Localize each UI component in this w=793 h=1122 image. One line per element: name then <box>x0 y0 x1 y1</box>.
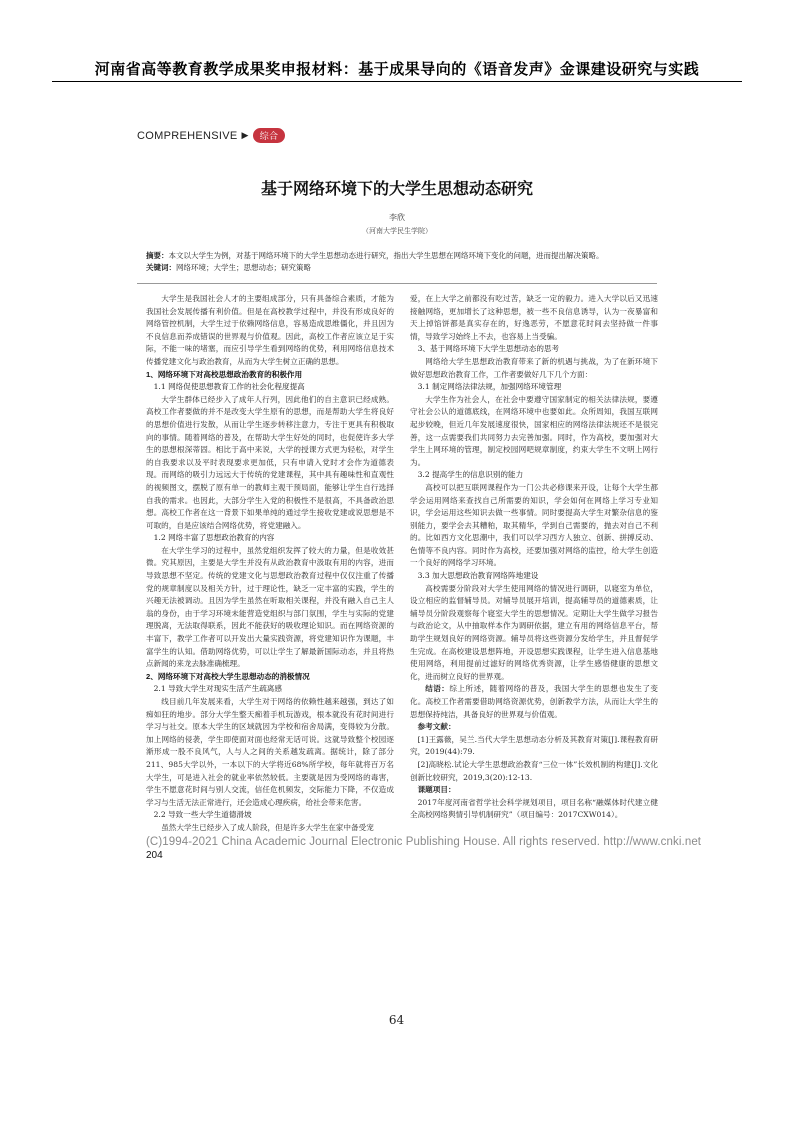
article-title: 基于网络环境下的大学生思想动态研究 <box>260 181 533 198</box>
abstract-line <box>146 250 656 262</box>
reference-heading: 参考文献： <box>417 722 456 732</box>
section-tag <box>137 128 285 143</box>
body-paragraph: 大学生作为社会人，在社会中要遵守国家制定的相关法律法规，要遵守社会公认的道德底线，在网络环境中也要如此。众所周知，我国互联网起步较晚，但近几年发展速度很快，国家相应的网络法律法规还不是很完善，这一点需要我们共同努力去完善加强。同时，作为高校，要加强对大学生上网环境的管理，制定校园网吧规章制度，约束大学生不文明上网行为。 <box>410 394 658 467</box>
subsection-heading: 3.1 制定网络法律法规，加强网络环境管理 <box>417 382 562 392</box>
section-heading: 2、网络环境下对高校大学生思想动态的消极情况 <box>146 671 310 681</box>
abstract-label: 摘要： <box>146 251 169 260</box>
page-number: 64 <box>388 1013 405 1027</box>
body-paragraph <box>410 683 658 721</box>
reference-item: [2]高晓松.试论大学生思想政治教育“三位一体”长效机制的构建[J].文化创新比较研究，2019,3(20):12-13. <box>410 759 658 782</box>
conclusion-text: 综上所述，随着网络的普及，我国大学生的思想也发生了变化。高校工作者需要借助网络资源优势，创新教学方法，从而让大学生的思想保持纯洁，具备良好的世界观与价值观。 <box>410 684 659 719</box>
section-heading: 1、网络环境下对高校思想政治教育的积极作用 <box>146 369 303 379</box>
keywords-text: 网络环境；大学生；思想动态；研究策略 <box>176 263 311 272</box>
abstract-block <box>146 250 656 274</box>
section-label: COMPREHENSIVE <box>137 129 238 142</box>
subsection-heading: 2.2 导致一些大学生道德滑坡 <box>153 810 252 820</box>
subsection-heading: 3.2 提高学生的信息识别的能力 <box>417 470 524 480</box>
subsection-heading: 3、基于网络环境下大学生思想动态的思考 <box>417 344 560 354</box>
journal-page-number: 204 <box>146 850 163 861</box>
reference-heading: 课题项目： <box>417 785 456 795</box>
right-column <box>410 293 658 822</box>
subsection-heading: 2.1 导致大学生对现实生活产生疏离感 <box>153 684 282 694</box>
body-paragraph: 网络给大学生思想政治教育带来了新的机遇与挑战，为了在新环境下做好思想政治教育工作，工作者要做好几下几个方面： <box>410 356 658 379</box>
document-banner: 河南省高等教育教学成果奖申报材料：基于成果导向的《语音发声》金课建设研究与实践 <box>52 58 742 82</box>
body-paragraph: 在大学生学习的过程中，虽然党组织发挥了较大的力量，但是收效甚微。究其原因，主要是大学生并没有从政治教育中汲取有用的内容，进而导致思想不坚定。传统的党建文化与思想政治教育过程中仅仅注重了传播党的规章制度以及相关方针，过于理论性，缺乏一定丰富的实践，学生的兴趣无法被调动。且因为学生虽然在听取相关课程，并没有融入自己主人翁的身份，由于学习环境未能营造党组织与部门氛围，学生与实际的党建理脱离，无法取得联系，因此不能获好的吸收理论知识。而在网络资源的丰富下，教学工作者可以开发出大量实践资源，将党建知识作为课题，丰富学生的认知。借助网络优势，可以让学生了解最新国际动态，并且将热点新闻的来龙去脉准确梳理。 <box>146 545 394 669</box>
conclusion-label: 结语： <box>425 684 450 694</box>
section-pill: 综合 <box>253 128 286 143</box>
subsection-heading: 3.3 加大思想政治教育网络阵地建设 <box>417 571 539 581</box>
body-paragraph: 爱，在上大学之前都没有吃过苦，缺乏一定的毅力。进入大学以后又迅速接触网络，更加增长了这种思想，被一些不良信息诱导，认为一夜暴富和天上掉馅饼都是真实存在的，好逸恶劳，不愿意花时间去坚持做一件事情，导致学习始终上不去，也容易上当受骗。 <box>410 294 658 341</box>
body-paragraph: 高校可以把互联网课程作为一门公共必修课来开设，让每个大学生都学会运用网络来查找自己所需要的知识，学会如何在网络上学习专业知识，学会运用这些知识去做一些事情。同时要提高大学生对繁杂信息的鉴别能力，要学会去其糟粕，取其精华，学到自己需要的，抛去对自己不利的。比如西方文化思潮中，我们可以学习西方人独立、创新、拼搏反动、色情等不良内容。同时作为高校，还要加强对网络的监控，给大学生创造一个良好的网络学习环境。 <box>410 482 658 568</box>
body-paragraph: 高校需要分阶段对大学生使用网络的情况进行调研，以寝室为单位，设立相应的监督辅导员。对辅导员展开培训，提高辅导员的道德素质，让辅导员分阶段观察每个寝室大学生的思想情况。定期让大学生做学习报告与政治论文，从中抽取样本作为调研依据，建立有用的网络信息平台，帮助学生规划良好的网络资源。辅导员将这些资源分发给学生，并且督促学生完成。在高校建设思想阵地，开设思想实践课程，让学生进入信息基地使用网络，利用提前过滤好的网络优秀资源，让学生感悟健康的思想文化，进而树立良好的世界观。 <box>410 583 658 681</box>
cnki-copyright: (C)1994-2021 China Academic Journal Electronic Publishing House. All rights reserved. http://www.cnki.net <box>146 836 702 848</box>
abstract-divider <box>137 283 657 284</box>
keywords-label: 关键词： <box>146 263 176 272</box>
body-paragraph: 大学生是我国社会人才的主要组成部分，只有具备综合素质，才能为我国社会发展传播有利价值。但是在高校教学过程中，并没有形成良好的网络管控机制，大学生过于依赖网络信息，容易造成思维僵化，并且因为不良信息而养成错误的世界观与价值观。因此，高校工作者应该立足于实际，不能一味的堵塞，而应引导学生看到网络的优势，利用网络信息技术传播党建文化与政治教育，从而为大学生树立正确的思想。 <box>146 294 394 366</box>
subsection-heading: 1.2 网络丰富了思想政治教育的内容 <box>153 533 275 543</box>
subsection-heading: 1.1 网络促使思想教育工作的社会化程度提高 <box>153 382 305 392</box>
body-paragraph: 线目前几年发展来看，大学生对于网络的依赖性越来越强，到达了如痴如狂的地步。部分大学生整天痴着手机玩游戏，根本就没有花时间进行学习与社交。原本大学生的区域就因为学校和宿舍局满，变得较为分散。加上网络的侵袭，学生即使面对面也经常无话可说。这就导致整个校园逐渐形成一股不良风气，人与人之间的关系越发疏离。据统计，除了部分211、985大学以外，一本以下的大学将近68%所学校，每年就将百万名大学生，可是进入社会的就业率依然较低。主要就是因为受网络的毒害，学生不愿意花时间与别人交流，信任危机频发，交际能力下降，不仅造成学习与生活无法正常进行，还会造成心理疾病，给社会带来危害。 <box>146 697 394 807</box>
reference-item: [1]王露薇，吴兰.当代大学生思想动态分析及其教育对策[J].课程教育研究，2019(44):79. <box>410 734 658 757</box>
reference-item: 2017年度河南省哲学社会科学规划项目，项目名称“融媒体时代建立健全高校网络舆情引导机制研究”（项目编号：2017CXW014）。 <box>410 797 658 820</box>
abstract-text: 本文以大学生为例，对基于网络环境下的大学生思想动态进行研究，指出大学生思想在网络环境下变化的问题，进而提出解决策略。 <box>168 251 604 260</box>
article-author: 李欣 <box>389 213 405 222</box>
left-column <box>146 293 394 835</box>
body-paragraph: 大学生群体已经步入了成年人行列，因此他们的自主意识已经成熟。高校工作者要做的并不是改变大学生原有的思想，而是帮助大学生将良好的思想价值进行发散，从而让学生逐步转移注意力，专注于更具有积极取向的事情。随着网络的普及，在帮助大学生好处的同时，也促使许多大学生的思想根深蒂固。相比于高中来说，大学的授课方式更为轻松，对学生的自我要求以及平时表现要求更加低，只有申请入党时才会作为道德表现。而网络的吸引力远远大于传统的党建课程，其中具有趣味性和直观性的视频图文，摆脱了原有单一的教师主观干预局面，能够让学生自行选择自我的需求。也因此，大部分学生入党的积极性不是很高，不具备政治思想。高校工作者在这一背景下如果单纯的通过学生接收党建或说思想是不可取的，自是应该结合网络优势，将党建融入。 <box>146 394 394 530</box>
keywords-line <box>146 262 656 274</box>
body-paragraph: 虽然大学生已经步入了成人阶段，但是许多大学生在家中备受宠 <box>161 822 374 832</box>
triangle-right-icon: ▶ <box>241 130 249 140</box>
article-affiliation: （河南大学民生学院） <box>362 227 432 235</box>
